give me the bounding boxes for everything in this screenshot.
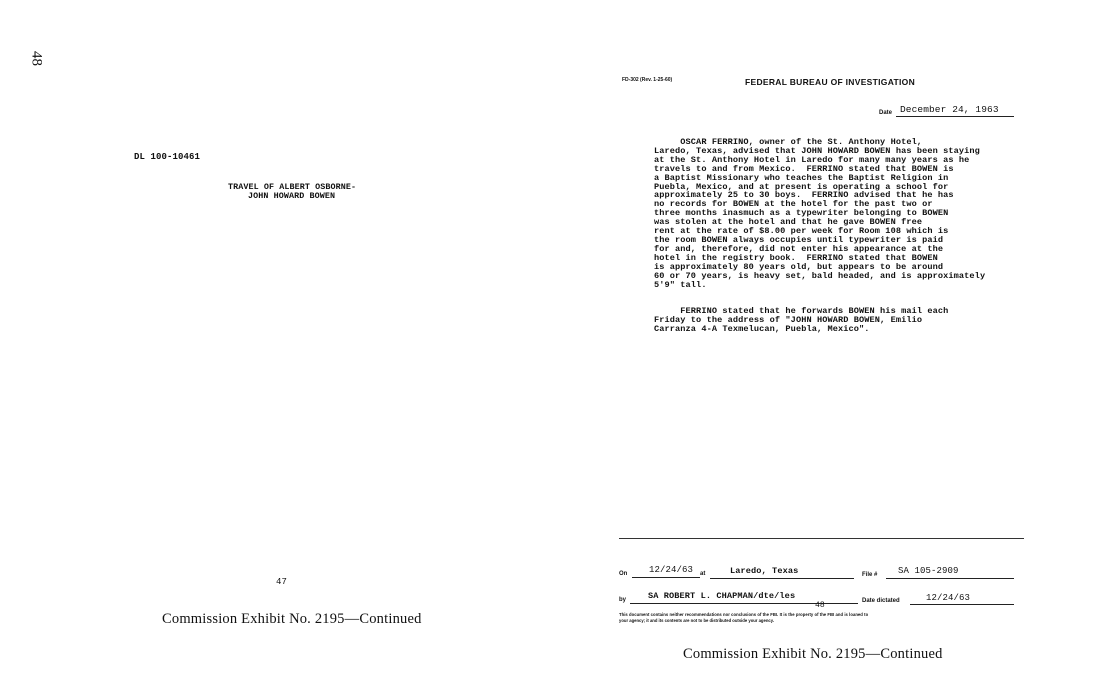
file-number-value: SA 105-2909 [898,566,959,576]
date-dictated-value: 12/24/63 [926,593,971,603]
file-number-underline [886,578,1014,579]
on-label: On [619,571,628,577]
footer-separator [619,538,1024,539]
document-title-line2: JOHN HOWARD BOWEN [248,191,336,201]
file-label: File # [862,572,878,578]
fbi-disclaimer-line2: your agency; it and its contents are not to be distributed outside your agency. [619,618,774,623]
exhibit-label: Commission Exhibit No. 2195—Continued [162,611,422,627]
page-number: 47 [276,577,288,587]
statement-paragraph-1: OSCAR FERRINO, owner of the St. Anthony Hotel, Laredo, Texas, advised that JOHN HOWARD BOWEN has been staying at the St. Anthony Hotel in Laredo for many many years as he travels to and from Mexico. FERRINO stated that BOWEN is a Baptist Missionary who teaches the Baptist Religion in Puebla, Mexico, and at present is operating a school for approximately 25 to 30 boys. FERRINO advised that he has no records for BOWEN at the hotel for the past two or three months inasmuch as a typewriter belonging to BOWEN was stolen at the hotel and that he gave BOWEN free rent at the rate of $8.00 per week for Room 108 which is the room BOWEN always occupies until typewriter is paid for and, therefore, did not enter his appearance at the hotel in the registry book. FERRINO stated that BOWEN is approximately 80 years old, but appears to be around 60 or 70 years, is heavy set, bald headed, and is approximately 5'9" tall. [654,137,986,290]
form-number: FD-302 (Rev. 1-25-60) [622,77,673,83]
fbi-disclaimer-line1: This document contains neither recommendations nor conclusions of the FBI. It is the property of the FBI and is loaned to [619,612,869,617]
location-value: Laredo, Texas [730,566,799,576]
date-label: Date [879,110,893,116]
date-underline [896,116,1014,117]
agent-value: SA ROBERT L. CHAPMAN/dte/les [648,591,796,601]
rotated-page-number: 48 [28,51,45,66]
location-underline [710,578,854,579]
document-title-line1: TRAVEL OF ALBERT OSBORNE- [228,182,357,192]
date-dictated-underline [910,604,1014,605]
exhibit-label-right: Commission Exhibit No. 2195—Continued [683,646,943,662]
date-dictated-label: Date dictated [862,598,900,604]
by-label: by [619,597,627,603]
at-label: at [700,571,706,577]
footer-page-number: 48 [815,601,825,610]
date-value: December 24, 1963 [900,104,999,115]
on-date-value: 12/24/63 [649,565,694,575]
on-date-underline [632,577,700,578]
file-reference: DL 100-10461 [134,152,201,162]
agency-header: FEDERAL BUREAU OF INVESTIGATION [745,77,916,87]
statement-paragraph-2: FERRINO stated that he forwards BOWEN his mail each Friday to the address of "JOHN HOWARD BOWEN, Emilio Carranza 4-A Texmelucan, Puebla, Mexico". [654,306,949,334]
